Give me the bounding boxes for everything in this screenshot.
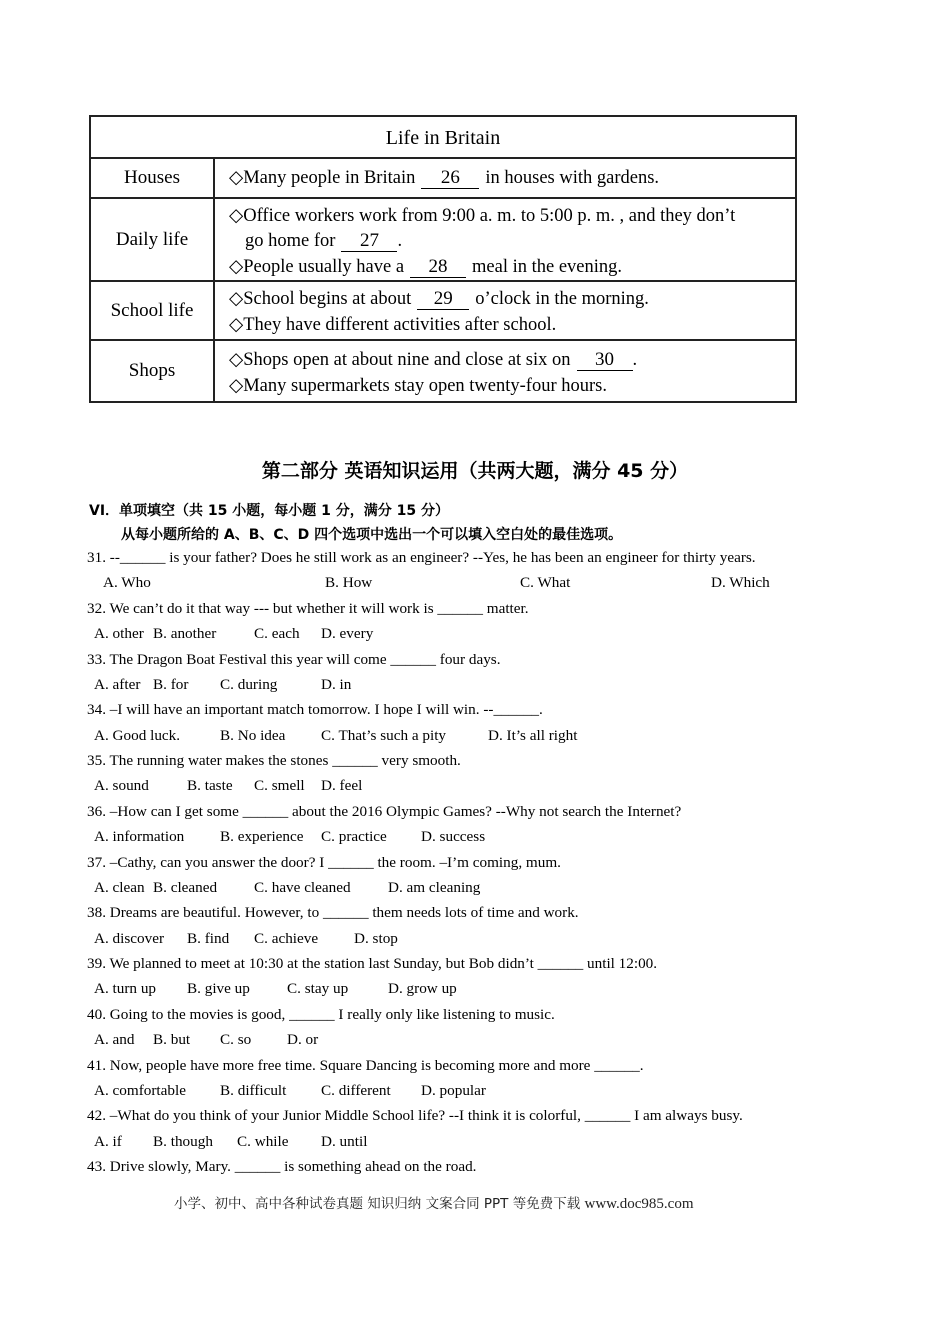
- option-c: C. each: [254, 625, 300, 642]
- option-c: C. stay up: [287, 980, 349, 997]
- option-d: D. feel: [321, 777, 363, 794]
- question-42: 42. –What do you think of your Junior Middle School life? --I think it is colorful, ______ I am always busy.: [87, 1107, 743, 1124]
- option-c: C. while: [237, 1133, 289, 1150]
- table-line: [229, 349, 637, 371]
- table-line: [229, 167, 659, 189]
- option-c: C. during: [220, 676, 278, 693]
- line-text: .: [397, 231, 403, 251]
- option-b: B. cleaned: [153, 879, 218, 896]
- option-d: D. popular: [421, 1082, 486, 1099]
- option-d: D. It’s all right: [488, 727, 578, 744]
- option-c: C. achieve: [254, 930, 319, 947]
- option-d: D. success: [421, 828, 486, 845]
- question-31: 31. --______ is your father? Does he still work as an engineer? --Yes, he has been an engineer for thirty years.: [87, 549, 756, 566]
- table-title: Life in Britain: [91, 117, 795, 159]
- footer-text: 小学、初中、高中各种试卷真题 知识归纳 文案合同 PPT 等免费下载: [174, 1196, 581, 1212]
- table-line: [229, 314, 556, 336]
- option-d: D. every: [321, 625, 374, 642]
- table-row-houses: [91, 158, 795, 199]
- question-39: 39. We planned to meet at 10:30 at the station last Sunday, but Bob didn’t ______ until 12:00.: [87, 955, 658, 972]
- answer-blank-26: 26: [421, 168, 479, 189]
- question-36: 36. –How can I get some ______ about the 2016 Olympic Games? --Why not search the Internet?: [87, 803, 682, 820]
- line-text: ◇Many people in Britain: [229, 168, 416, 188]
- option-b: B. experience: [220, 828, 304, 845]
- option-a: A. and: [94, 1031, 135, 1048]
- table-row-shops: [91, 341, 795, 401]
- option-a: A. sound: [94, 777, 149, 794]
- line-text: o’clock in the morning.: [475, 289, 649, 309]
- line-text: .: [632, 350, 638, 370]
- option-a: A. if: [94, 1133, 122, 1150]
- table-line: [229, 256, 622, 278]
- line-text: ◇Office workers work from 9:00 a. m. to 5:00 p. m. , and they don’t: [229, 206, 736, 226]
- question-34: 34. –I will have an important match tomorrow. I hope I will win. --______.: [87, 701, 543, 718]
- option-c: C. smell: [254, 777, 305, 794]
- option-c: C. practice: [321, 828, 387, 845]
- daily-life-content: [215, 199, 795, 280]
- option-a: A. clean: [94, 879, 145, 896]
- option-d: D. stop: [354, 930, 398, 947]
- option-b: B. give up: [187, 980, 250, 997]
- category-school-life: School life: [91, 282, 215, 339]
- school-life-content: [215, 282, 795, 339]
- line-text: go home for: [245, 231, 336, 251]
- table-line: [245, 231, 402, 252]
- option-a: A. Good luck.: [94, 727, 181, 744]
- option-b: B. for: [153, 676, 189, 693]
- table-row-school-life: [91, 282, 795, 341]
- table-line: [229, 288, 649, 310]
- footer-link[interactable]: www.doc985.com: [584, 1196, 694, 1212]
- shops-content: [215, 341, 795, 401]
- option-a: A. turn up: [94, 980, 157, 997]
- page-footer: [174, 1192, 694, 1213]
- option-d: D. until: [321, 1133, 368, 1150]
- section-title: VI．单项填空（共 15 小题，每小题 1 分，满分 15 分）: [89, 503, 449, 519]
- option-b: B. find: [187, 930, 230, 947]
- option-c: C. so: [220, 1031, 252, 1048]
- line-text: ◇Shops open at about nine and close at six on: [229, 350, 571, 370]
- option-b: B. though: [153, 1133, 213, 1150]
- option-a: A. information: [94, 828, 185, 845]
- option-b: B. No idea: [220, 727, 286, 744]
- option-b: B. taste: [187, 777, 233, 794]
- option-a: A. discover: [94, 930, 165, 947]
- question-41: 41. Now, people have more free time. Square Dancing is becoming more and more ______.: [87, 1057, 644, 1074]
- answer-blank-28: 28: [410, 257, 466, 278]
- category-houses: Houses: [91, 158, 215, 197]
- part-title: 第二部分 英语知识运用（共两大题，满分 45 分）: [261, 460, 689, 482]
- option-a: A. after: [94, 676, 141, 693]
- question-40: 40. Going to the movies is good, ______ I really only like listening to music.: [87, 1006, 555, 1023]
- option-c: C. What: [520, 574, 571, 591]
- line-text: in houses with gardens.: [485, 168, 660, 188]
- option-a: A. Who: [103, 574, 151, 591]
- option-b: B. another: [153, 625, 217, 642]
- option-a: A. other: [94, 625, 144, 642]
- table-line: [229, 205, 735, 227]
- option-d: D. or: [287, 1031, 319, 1048]
- line-text: ◇People usually have a: [229, 257, 405, 277]
- option-a: A. comfortable: [94, 1082, 186, 1099]
- line-text: ◇They have different activities after school.: [229, 315, 557, 335]
- option-c: C. different: [321, 1082, 391, 1099]
- option-d: D. grow up: [388, 980, 457, 997]
- section-instruction: 从每小题所给的 A、B、C、D 四个选项中选出一个可以填入空白处的最佳选项。: [121, 527, 623, 543]
- option-c: C. have cleaned: [254, 879, 351, 896]
- table-row-daily-life: [91, 199, 795, 282]
- question-38: 38. Dreams are beautiful. However, to ______ them needs lots of time and work.: [87, 904, 579, 921]
- option-d: D. in: [321, 676, 352, 693]
- option-d: D. Which: [711, 574, 770, 591]
- answer-blank-29: 29: [417, 289, 469, 310]
- life-in-britain-table: [89, 115, 797, 403]
- table-line: [229, 375, 607, 397]
- line-text: ◇School begins at about: [229, 289, 412, 309]
- category-shops: Shops: [91, 341, 215, 401]
- option-b: B. How: [325, 574, 373, 591]
- question-37: 37. –Cathy, can you answer the door? I ______ the room. –I’m coming, mum.: [87, 854, 561, 871]
- question-33: 33. The Dragon Boat Festival this year will come ______ four days.: [87, 651, 501, 668]
- option-b: B. but: [153, 1031, 191, 1048]
- option-b: B. difficult: [220, 1082, 287, 1099]
- question-32: 32. We can’t do it that way --- but whether it will work is ______ matter.: [87, 600, 529, 617]
- category-daily-life: Daily life: [91, 199, 215, 280]
- option-d: D. am cleaning: [388, 879, 481, 896]
- question-35: 35. The running water makes the stones ______ very smooth.: [87, 752, 461, 769]
- line-text: ◇Many supermarkets stay open twenty-four hours.: [229, 376, 607, 396]
- answer-blank-27: 27: [341, 231, 397, 252]
- question-43: 43. Drive slowly, Mary. ______ is something ahead on the road.: [87, 1158, 477, 1175]
- houses-content: [215, 158, 795, 197]
- option-c: C. That’s such a pity: [321, 727, 447, 744]
- answer-blank-30: 30: [577, 350, 633, 371]
- line-text: meal in the evening.: [472, 257, 623, 277]
